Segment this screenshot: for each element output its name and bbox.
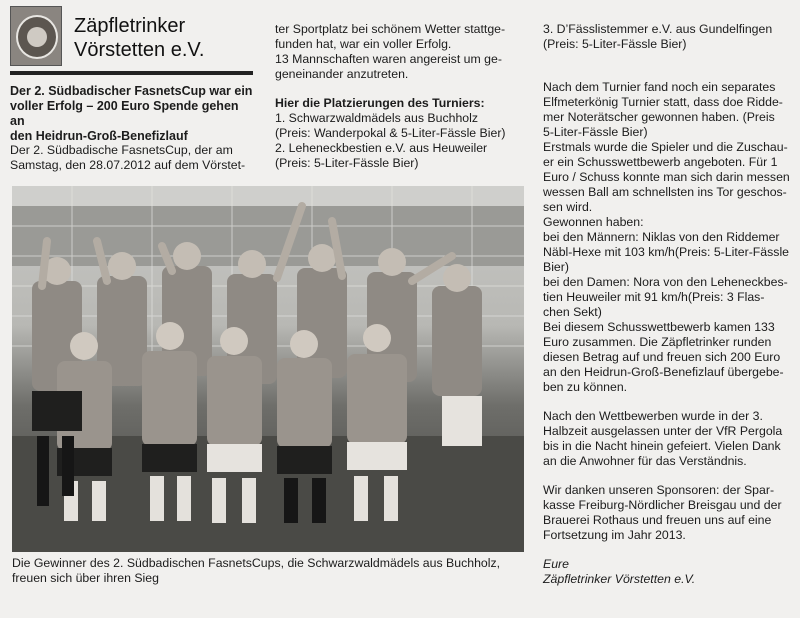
col2-line: ter Sportplatz bei schönem Wetter stattge- [275,22,506,36]
elfmeter-line: tien Heuweiler mit 91 km/h(Preis: 3 Flas- [543,290,765,304]
paragraph-gap [543,52,793,80]
logo-mascot [27,27,47,47]
paragraph-gap [543,469,793,483]
elfmeter-line: diesen Betrag auf und freuen sich 200 Euro [543,350,781,364]
club-logo [10,6,62,66]
party-line: bis in die Nacht hinein gefeiert. Vielen Dank [543,439,781,453]
elfmeter-line: bei den Männern: Niklas von den Riddemer [543,230,780,244]
col2-line: geneinander anzutreten. [275,67,409,81]
elfmeter-line: er ein Schusswettbewerb angeboten. Für 1 [543,155,778,169]
headline-line: Der 2. Südbadischer FasnetsCup war ein [10,84,253,98]
col2-line: 13 Mannschaften waren angereist um ge- [275,52,502,66]
column-3 [543,22,793,587]
caption-line: freuen sich über ihren Sieg [12,571,159,585]
intro-line: Samstag, den 28.07.2012 auf dem Vörstet- [10,158,246,172]
signature-greeting: Eure [543,557,569,571]
elfmeter-line: wessen Ball am schnellsten ins Tor geschos- [543,185,787,199]
photo-caption [12,556,524,586]
party-line: an die Anwohner für das Verständnis. [543,454,747,468]
paragraph-gap [543,543,793,557]
col2-line: funden hat, war ein voller Erfolg. [275,37,452,51]
header-rule [10,71,253,75]
article-intro [10,143,256,173]
placements-subheading: Hier die Platzierungen des Turniers: [275,96,485,110]
elfmeter-line: 5-Liter-Fässle Bier) [543,125,648,139]
elfmeter-line: Elfmeterkönig Turnier statt, dass doe Ridde- [543,95,783,109]
party-line: Nach den Wettbewerben wurde in der 3. [543,409,763,423]
placement-line: 1. Schwarzwaldmädels aus Buchholz [275,111,479,125]
bleed-through-text [540,2,790,22]
elfmeter-line: Näbl-Hexe mit 103 km/h(Preis: 5-Liter-Fässle [543,245,790,259]
party-line: Halbzeit ausgelassen unter der VfR Pergola [543,424,783,438]
column-2 [275,22,520,171]
signature-club: Zäpfletrinker Vörstetten e.V. [543,572,696,586]
placement-line: (Preis: Wanderpokal & 5-Liter-Fässle Bier) [275,126,506,140]
elfmeter-line: Bei diesem Schusswettbewerb kamen 133 [543,320,775,334]
article-headline [10,84,256,144]
team-photo-illustration [12,186,524,552]
placement-line: (Preis: 5-Liter-Fässle Bier) [543,37,687,51]
club-name [74,14,254,62]
elfmeter-line: bei den Damen: Nora von den Leheneckbes- [543,275,788,289]
sponsor-line: Brauerei Rothaus und freuen uns auf eine [543,513,772,527]
elfmeter-line: Euro / Schuss konnte man sich darin messen [543,170,790,184]
paragraph-gap [543,395,793,409]
team-photo [12,186,524,552]
club-name-line2: Vörstetten e.V. [74,39,205,61]
elfmeter-paragraph [543,80,793,395]
sponsor-line: Fortsetzung im Jahr 2013. [543,528,686,542]
headline-line: den Heidrun-Groß-Benefizlauf [10,129,188,143]
elfmeter-line: Gewonnen haben: [543,215,644,229]
elfmeter-line: Erstmals wurde die Spieler und die Zuschau- [543,140,788,154]
headline-line: voller Erfolg – 200 Euro Spende gehen an [10,99,239,128]
elfmeter-line: Bier) [543,260,569,274]
placement-line: 3. D’Fässlistemmer e.V. aus Gundelfingen [543,22,773,36]
paragraph-gap [275,82,520,96]
sponsor-line: Wir danken unseren Sponsoren: der Spar- [543,483,775,497]
elfmeter-line: mer Noterätscher gewonnen haben. (Preis [543,110,775,124]
elfmeter-line: an den Heidrun-Groß-Benefizlauf übergebe- [543,365,784,379]
club-name-line1: Zäpfletrinker [74,15,186,37]
elfmeter-line: ben zu können. [543,380,628,394]
elfmeter-line: chen Sekt) [543,305,602,319]
placement-line: 2. Leheneckbestien e.V. aus Heuweiler [275,141,488,155]
sponsor-line: kasse Freiburg-Nördlicher Breisgau und der [543,498,782,512]
caption-line: Die Gewinner des 2. Südbadischen FasnetsCups, die Schwarzwaldmädels aus Buchholz, [12,556,501,570]
placement-line: (Preis: 5-Liter-Fässle Bier) [275,156,419,170]
sponsor-paragraph [543,483,793,543]
party-paragraph [543,409,793,469]
elfmeter-line: sen wird. [543,200,593,214]
elfmeter-line: Nach dem Turnier fand noch ein separates [543,80,776,94]
elfmeter-line: Euro zusammen. Die Zäpfletrinker runden [543,335,772,349]
intro-line: Der 2. Südbadische FasnetsCup, der am [10,143,233,157]
